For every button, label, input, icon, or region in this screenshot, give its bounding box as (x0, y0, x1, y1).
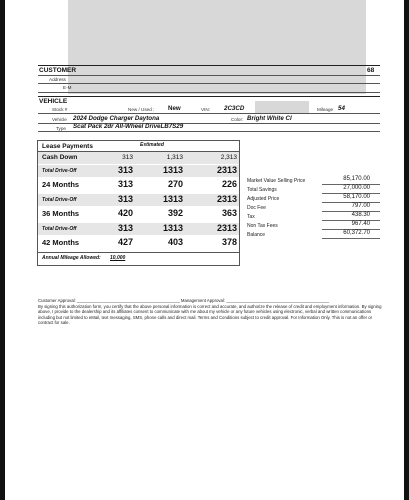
cell: 2313 (216, 165, 237, 175)
cell: 313 (117, 165, 133, 175)
vehicle-section-label: VEHICLE (39, 98, 68, 105)
cell: 363 (221, 208, 237, 218)
customer-under-rule (38, 75, 380, 76)
row-label: 24 Months (42, 180, 80, 189)
new-used-label: New / Used : (128, 107, 155, 112)
lease-row-drive-off-2 (38, 194, 239, 206)
row-label: 42 Months (42, 238, 80, 247)
cell: 1,313 (166, 154, 183, 161)
cell: 427 (117, 237, 133, 247)
cell: 1313 (162, 165, 183, 175)
cell: 420 (117, 208, 133, 218)
cell: 378 (221, 237, 237, 247)
price-value: 967.40 (351, 221, 370, 227)
cell: 1313 (162, 223, 183, 233)
lease-row-cash-down (38, 152, 239, 164)
row-label: Cash Down (42, 154, 78, 161)
customer-approval-line[interactable]: Customer Approval: ___________________________________________ (38, 298, 180, 303)
lease-payments-table (37, 140, 240, 266)
vehicle-value: 2024 Dodge Charger Daytona (73, 115, 160, 122)
new-used-value: New (168, 105, 181, 112)
price-value: 438.30 (351, 212, 370, 218)
price-label: Doc Fee (247, 205, 266, 211)
cell: 313 (117, 194, 133, 204)
lease-row-24-months (38, 178, 239, 193)
type-label: Type (56, 126, 66, 131)
row-label: 36 Months (42, 209, 80, 218)
mileage-allowed-value: 10,000 (110, 255, 126, 261)
lease-row-42-months (38, 236, 239, 251)
lease-title: Lease Payments (42, 143, 93, 150)
price-label: Tax (247, 214, 255, 220)
price-value: 797.00 (351, 203, 370, 209)
price-label: Adjusted Price (247, 196, 280, 202)
redacted-block (68, 0, 366, 94)
lease-row-drive-off-3 (38, 223, 239, 235)
color-label: Color: (231, 117, 244, 122)
cell: 313 (122, 154, 133, 161)
price-label: Balance (247, 232, 266, 238)
lease-row-36-months (38, 207, 239, 222)
cell: 270 (167, 179, 183, 189)
price-label: Market Value Selling Price (247, 178, 306, 184)
lease-row-drive-off-1 (38, 165, 239, 177)
mileage-value: 54 (338, 105, 345, 112)
price-value: 58,170.00 (343, 194, 370, 200)
customer-label: CUSTOMER (39, 67, 77, 74)
row-label: Total Drive-Off (42, 168, 77, 174)
cell: 226 (221, 179, 237, 189)
redacted-vin (255, 101, 309, 113)
vehicle-top-rule (38, 96, 380, 97)
customer-suffix: 68 (367, 67, 375, 74)
price-label: Total Savings (247, 187, 277, 193)
price-underline (322, 238, 380, 239)
cell: 2,313 (220, 154, 237, 161)
address-label: Address (49, 77, 66, 82)
cell: 2313 (216, 194, 237, 204)
cell: 392 (167, 208, 183, 218)
vin-value: 2C3CD (224, 105, 245, 112)
price-value: 85,170.00 (343, 176, 370, 182)
price-label: Non Tax Fees (247, 223, 278, 229)
management-approval-line[interactable]: Management Approval: ___________________________________________ (180, 298, 330, 303)
stock-label: Stock # (52, 107, 68, 112)
mileage-allowed-label: Annual Mileage Allowed: (42, 255, 101, 261)
address-rule (38, 83, 380, 84)
cell: 2313 (216, 223, 237, 233)
mileage-label: Mileage (317, 107, 334, 112)
cell: 1313 (162, 194, 183, 204)
price-value: 27,000.00 (343, 185, 370, 191)
type-rule (38, 131, 380, 132)
row-label: Total Drive-Off (42, 226, 77, 232)
approval-footer (38, 298, 384, 326)
estimated-label: Estimated (140, 142, 164, 148)
cell: 313 (117, 179, 133, 189)
price-value: 60,372.70 (343, 230, 370, 236)
lease-bottom-rule (38, 252, 239, 253)
type-value: Scat Pack 2dr All-Wheel DriveLB7S29 (73, 123, 184, 130)
customer-top-rule (38, 65, 380, 66)
vehicle-label: Vehicle (52, 117, 67, 122)
email-rule (38, 92, 380, 93)
stock-rule (38, 113, 380, 114)
cell: 313 (117, 223, 133, 233)
color-value: Bright White Cl (247, 115, 292, 122)
vin-label: VIN: (201, 107, 210, 112)
cell: 403 (167, 237, 183, 247)
email-label: E-M (63, 85, 72, 90)
row-label: Total Drive-Off (42, 197, 77, 203)
disclaimer-text: By signing this authorization form, you certify that the above personal information is correct and accurate, and authorize the release of credit and employment information. By signing above, I provide to the dealership and its affiliates consent to communicate with me about my vehicle or any future vehicles using electronic, verbal and written communications including but not limited to eMail, text messaging, SMS, phone calls and direct mail. Terms and Conditions subject to credit approval. For Information Only. This is not an offer or contract for sale. (38, 303, 382, 326)
